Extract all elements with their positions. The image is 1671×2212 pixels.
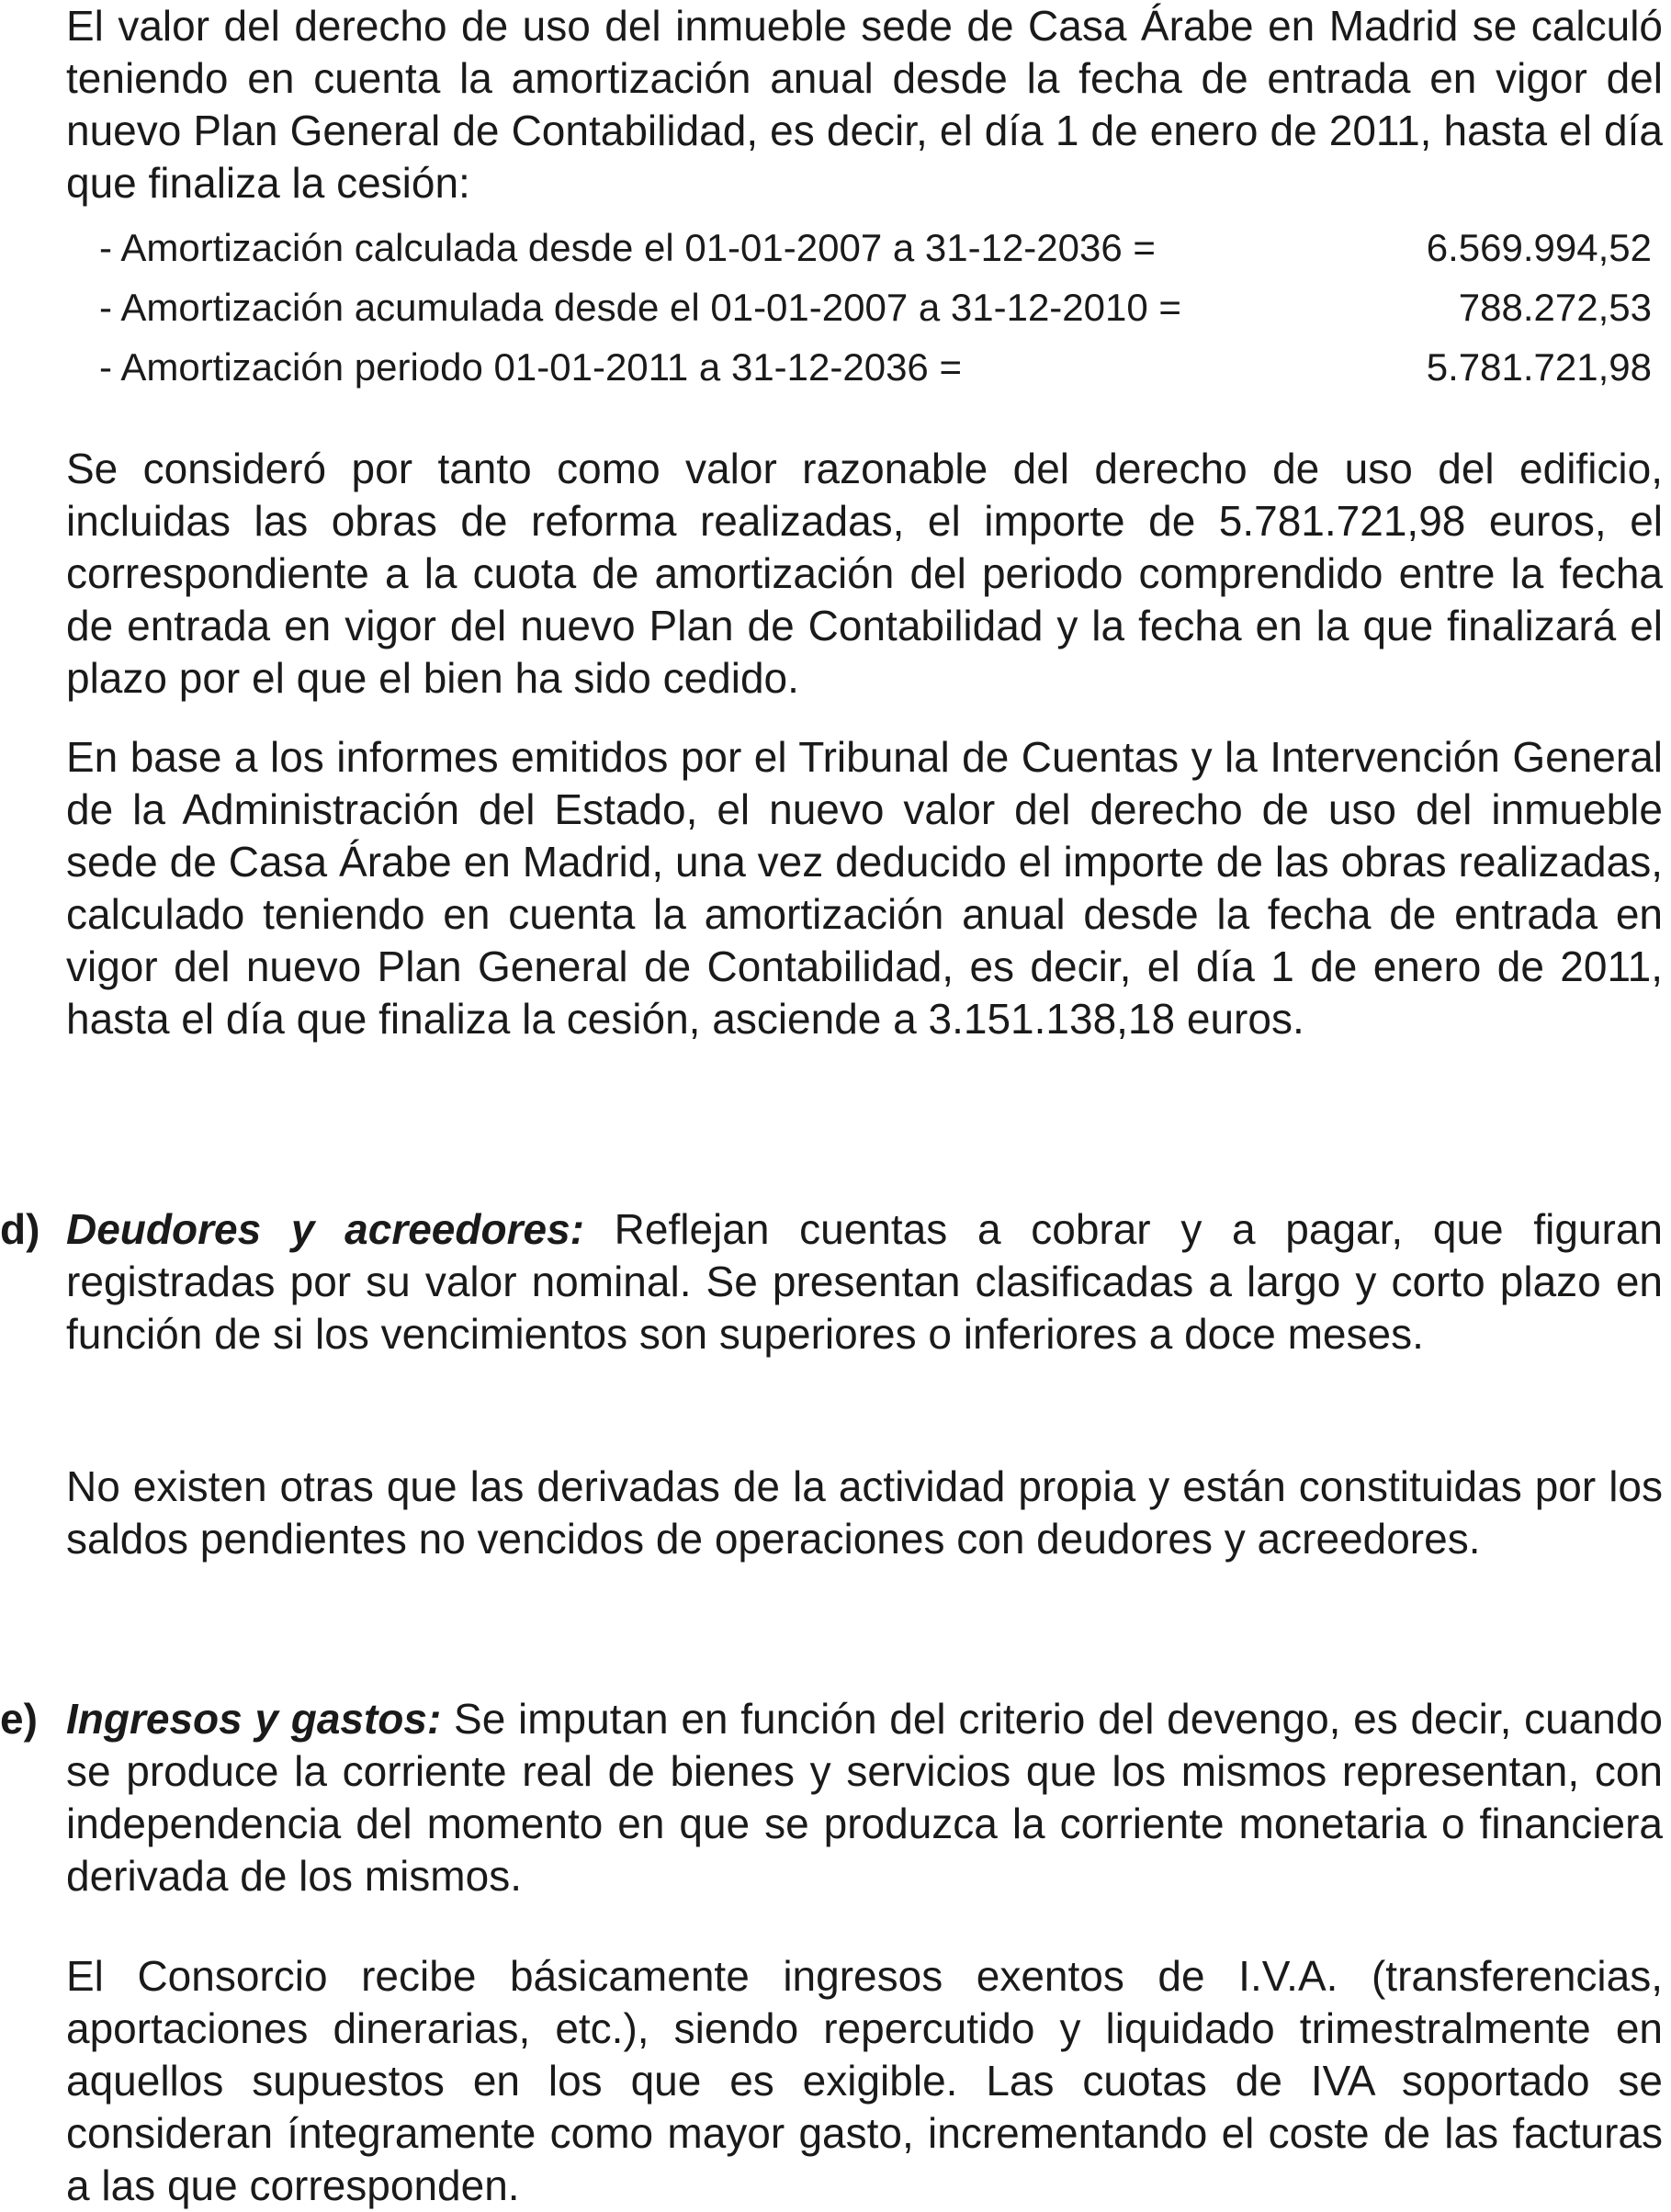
section-d-paragraph-2: No existen otras que las derivadas de la actividad propia y están constituidas por los saldos pendientes no vencidos de operaciones con deudores y acreedores. bbox=[66, 1462, 1663, 1563]
list-item bbox=[99, 218, 1652, 277]
amortization-value: 788.272,53 bbox=[1458, 286, 1652, 329]
paragraph-derecho-uso-intro: El valor del derecho de uso del inmueble sede de Casa Árabe en Madrid se calculó teniendo en cuenta la amortización anual desde la fecha de entrada en vigor del nuevo Plan General de Contabilidad, es decir, el día 1 de enero de 2011, hasta el día que finaliza la cesión: bbox=[66, 2, 1663, 207]
section-d-text: Reflejan cuentas a cobrar y a pagar, que figuran registradas por su valor nominal. Se presentan clasificadas a largo y corto plazo en función de si los vencimientos son superiores o inferiores a doce meses. bbox=[66, 1205, 1663, 1358]
amortization-value: 6.569.994,52 bbox=[1426, 226, 1652, 269]
paragraph-valor-razonable: Se consideró por tanto como valor razonable del derecho de uso del edificio, incluidas las obras de reforma realizadas, el importe de 5.781.721,98 euros, el correspondiente a la cuota de amortización del periodo comprendido entre la fecha de entrada en vigor del nuevo Plan de Contabilidad y la fecha en la que finalizará el plazo por el que el bien ha sido cedido. bbox=[66, 445, 1663, 702]
section-e-text: Se imputan en función del criterio del devengo, es decir, cuando se produce la corriente real de bienes y servicios que los mismos representan, con independencia del momento en que se produzca la corriente monetaria o financiera derivada de los mismos. bbox=[66, 1695, 1664, 1900]
section-e-term: Ingresos y gastos: bbox=[66, 1695, 442, 1743]
section-e-letter: e) bbox=[0, 1695, 38, 1743]
amortization-value: 5.781.721,98 bbox=[1426, 345, 1652, 389]
paragraph-informes-tribunal: En base a los informes emitidos por el Tribunal de Cuentas y la Intervención General de la Administración del Estado, el nuevo valor del derecho de uso del inmueble sede de Casa Árabe en Madrid, una vez deducido el importe de las obras realizadas, calculado teniendo en cuenta la amortización anual desde la fecha de entrada en vigor del nuevo Plan General de Contabilidad, es decir, el día 1 de enero de 2011, hasta el día que finaliza la cesión, asciende a 3.151.138,18 euros. bbox=[66, 733, 1663, 1043]
section-d-term: Deudores y acreedores: bbox=[66, 1205, 584, 1253]
amortization-label: - Amortización calculada desde el 01-01-2007 a 31-12-2036 = bbox=[99, 226, 1156, 269]
section-e-paragraph-2: El Consorcio recibe básicamente ingresos exentos de I.V.A. (transferencias, aportaciones dinerarias, etc.), siendo repercutido y liquidado trimestralmente en aquellos supuestos en los que es exigible. Las cuotas de IVA soportado se consideran íntegramente como mayor gasto, incrementando el coste de las facturas a las que corresponden. bbox=[66, 1952, 1663, 2209]
section-e-paragraph bbox=[66, 1693, 1663, 1902]
section-d-paragraph bbox=[66, 1203, 1663, 1360]
list-item bbox=[99, 337, 1652, 397]
amortization-label: - Amortización periodo 01-01-2011 a 31-12-2036 = bbox=[99, 345, 962, 389]
amortization-label: - Amortización acumulada desde el 01-01-2007 a 31-12-2010 = bbox=[99, 286, 1181, 329]
list-item bbox=[99, 277, 1652, 337]
section-d-letter: d) bbox=[0, 1205, 40, 1253]
amortization-list bbox=[99, 218, 1652, 397]
